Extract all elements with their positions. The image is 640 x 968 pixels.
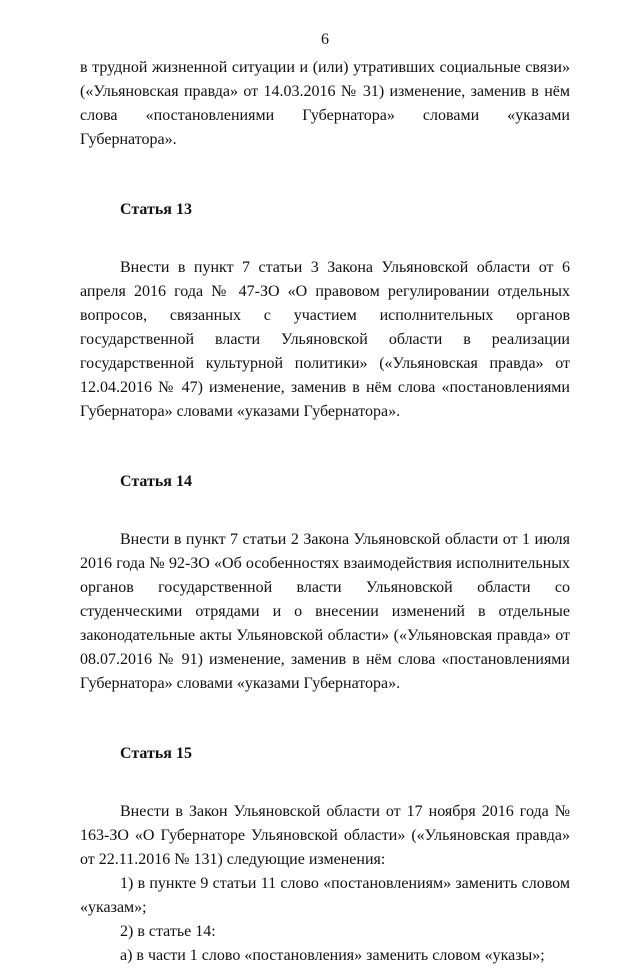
article-13-paragraph: Внести в пункт 7 статьи 3 Закона Ульяновской области от 6 апреля 2016 года № 47-ЗО «О правовом регулировании отдельных вопросов, связанных с участием исполнительных органов государственной власти Ульяновской области в реализации государственной культурной политики» («Ульяновская правда» от 12.04.2016 № 47) изменение, заменив в нём слова «постановлениями Губернатора» словами «указами Губернатора».	[80, 259, 570, 420]
article-15-item-2: 2) в статье 14:	[120, 923, 216, 940]
intro-paragraph: в трудной жизненной ситуации и (или) утративших социальные связи» («Ульяновская правда» от 14.03.2016 № 31) изменение, заменив в нём слова «постановлениями Губернатора» словами «указами Губернатора».	[80, 59, 570, 148]
article-15-item-3: а) в части 1 слово «постановления» заменить словом «указы»;	[120, 947, 545, 964]
article-15-heading: Статья 15	[120, 745, 192, 762]
article-15-item-1: 1) в пункте 9 статьи 11 слово «постановлениям» заменить словом «указам»;	[80, 875, 570, 916]
article-13-heading: Статья 13	[120, 201, 192, 218]
article-15-paragraph: Внести в Закон Ульяновской области от 17 ноября 2016 года № 163-ЗО «О Губернаторе Ульяновской области» («Ульяновская правда» от 22.11.2016 № 131) следующие изменения:	[80, 803, 570, 868]
page-number: 6	[321, 31, 329, 48]
article-14-heading: Статья 14	[120, 473, 192, 490]
article-14-paragraph: Внести в пункт 7 статьи 2 Закона Ульяновской области от 1 июля 2016 года № 92-ЗО «Об особенностях взаимодействия исполнительных органов государственной власти Ульяновской области со студенческими отрядами и о внесении изменений в отдельные законодательные акты Ульяновской области» («Ульяновская правда» от 08.07.2016 № 91) изменение, заменив в нём слова «постановлениями Губернатора» словами «указами Губернатора».	[80, 531, 570, 692]
